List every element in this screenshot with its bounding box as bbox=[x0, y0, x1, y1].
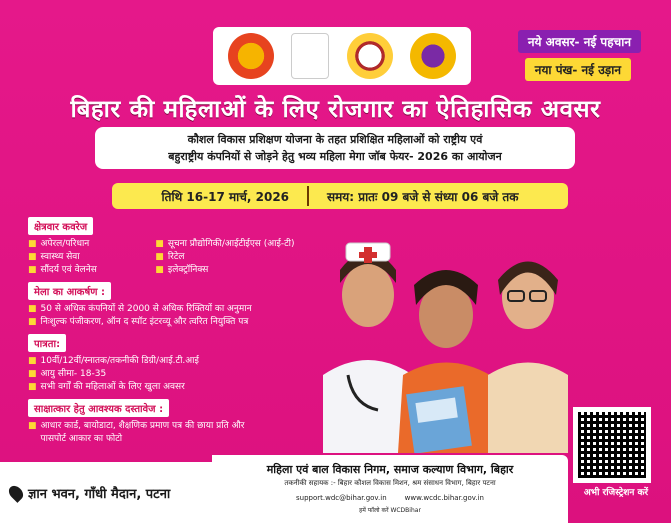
women-development-logo bbox=[228, 33, 274, 79]
list-item: ■ आयु सीमा- 18-35 bbox=[28, 369, 107, 379]
list-item: ■ निःशुल्क पंजीकरण, ऑन द स्पॉट इंटरव्यू और त्वरित नियुक्ति पत्र bbox=[28, 317, 249, 327]
registration-qr-code[interactable] bbox=[573, 407, 651, 483]
website-link[interactable]: www.wcdc.bihar.gov.in bbox=[404, 494, 484, 502]
date-time-bar bbox=[112, 183, 568, 209]
technical-support: तकनीकी सहायक :- बिहार कौशल विकास मिशन, श्रम संसाधन विभाग, बिहार पटना bbox=[284, 479, 496, 487]
sectors-heading: क्षेत्रवार कवरेज bbox=[28, 217, 93, 235]
list-item: पासपोर्ट आकार का फोटो bbox=[40, 434, 123, 444]
description-line-2: बहुराष्ट्रीय कंपनियों से जोड़ने हेतु भव्य महिला मेगा जॉब फेयर- 2026 का आयोजन bbox=[168, 150, 502, 163]
nurse-figure bbox=[323, 243, 413, 453]
description-line-1: कौशल विकास प्रशिक्षण योजना के तहत प्रशिक्षित महिलाओं को राष्ट्रीय एवं bbox=[187, 133, 483, 146]
email-link[interactable]: support.wdc@bihar.gov.in bbox=[296, 494, 387, 502]
tagline-new-wings: नया पंख- नई उड़ान bbox=[525, 58, 631, 81]
documents-heading: साक्षात्कार हेतु आवश्यक दस्तावेज : bbox=[28, 399, 169, 417]
event-time: समय: प्रातः 09 बजे से संध्या 06 बजे तक bbox=[327, 189, 519, 204]
bullet-icon: ■ bbox=[28, 317, 37, 327]
bullet-icon: ■ bbox=[155, 252, 164, 262]
list-item: ■ अपेरल/परिधान bbox=[28, 239, 90, 249]
organizer-name: महिला एवं बाल विकास निगम, समाज कल्याण विभाग, बिहार bbox=[266, 463, 514, 476]
list-item: ■ स्वास्थ्य सेवा bbox=[28, 252, 80, 262]
student-figure bbox=[398, 270, 496, 453]
bullet-icon: ■ bbox=[28, 304, 37, 314]
event-date: तिथि 16-17 मार्च, 2026 bbox=[161, 189, 290, 204]
list-item: ■ रिटेल bbox=[155, 252, 185, 262]
social-follow: हमें फॉलो करें WCDBihar bbox=[359, 507, 421, 514]
bullet-icon: ■ bbox=[28, 239, 37, 249]
contact-links bbox=[222, 494, 558, 502]
list-item: ■ सूचना प्रौद्योगिकी/आईटीईएस (आई-टी) bbox=[155, 239, 295, 249]
bullet-icon: ■ bbox=[28, 252, 37, 262]
women-illustration bbox=[318, 225, 573, 453]
skill-mission-logo bbox=[347, 33, 393, 79]
tagline-new-opportunities: नये अवसर- नई पहचान bbox=[518, 30, 641, 53]
poster-headline: बिहार की महिलाओं के लिए रोजगार का ऐतिहासिक अवसर bbox=[70, 95, 601, 123]
info-column bbox=[28, 212, 313, 446]
attractions-heading: मेला का आकर्षण : bbox=[28, 282, 111, 300]
list-item: ■ सभी वर्गों की महिलाओं के लिए खुला अवसर bbox=[28, 382, 185, 392]
organizer-footer bbox=[212, 455, 568, 523]
list-item: ■ इलेक्ट्रॉनिक्स bbox=[155, 265, 209, 275]
divider bbox=[307, 186, 309, 206]
bihar-government-emblem bbox=[291, 33, 329, 79]
eligibility-heading: पात्रता: bbox=[28, 334, 66, 352]
bullet-icon: ■ bbox=[155, 239, 164, 249]
bullet-icon: ■ bbox=[28, 369, 37, 379]
bullet-icon: ■ bbox=[28, 421, 37, 431]
logo-strip bbox=[213, 27, 471, 85]
list-item: ■ आधार कार्ड, बायोडाटा, शैक्षणिक प्रमाण पत्र की छाया प्रति और bbox=[28, 421, 245, 431]
location-pin-icon bbox=[6, 483, 26, 503]
qr-caption: अभी रजिस्ट्रेशन करें bbox=[583, 488, 649, 498]
venue-text: ज्ञान भवन, गाँधी मैदान, पटना bbox=[28, 486, 171, 502]
venue-box bbox=[0, 462, 212, 523]
professional-figure bbox=[488, 262, 568, 454]
skill-development-logo bbox=[410, 33, 456, 79]
sectors-list bbox=[28, 238, 313, 277]
list-item: ■ 50 से अधिक कंपनियों से 2000 से अधिक रिक्तियों का अनुमान bbox=[28, 304, 252, 314]
bullet-icon: ■ bbox=[155, 265, 164, 275]
list-item: ■ 10वीं/12वीं/स्नातक/तकनीकी डिग्री/आई.टी.आई bbox=[28, 356, 199, 366]
bullet-icon: ■ bbox=[28, 356, 37, 366]
bullet-icon: ■ bbox=[28, 265, 37, 275]
list-item: ■ सौंदर्य एवं वेलनेस bbox=[28, 265, 97, 275]
bullet-icon: ■ bbox=[28, 382, 37, 392]
event-description bbox=[95, 127, 575, 169]
